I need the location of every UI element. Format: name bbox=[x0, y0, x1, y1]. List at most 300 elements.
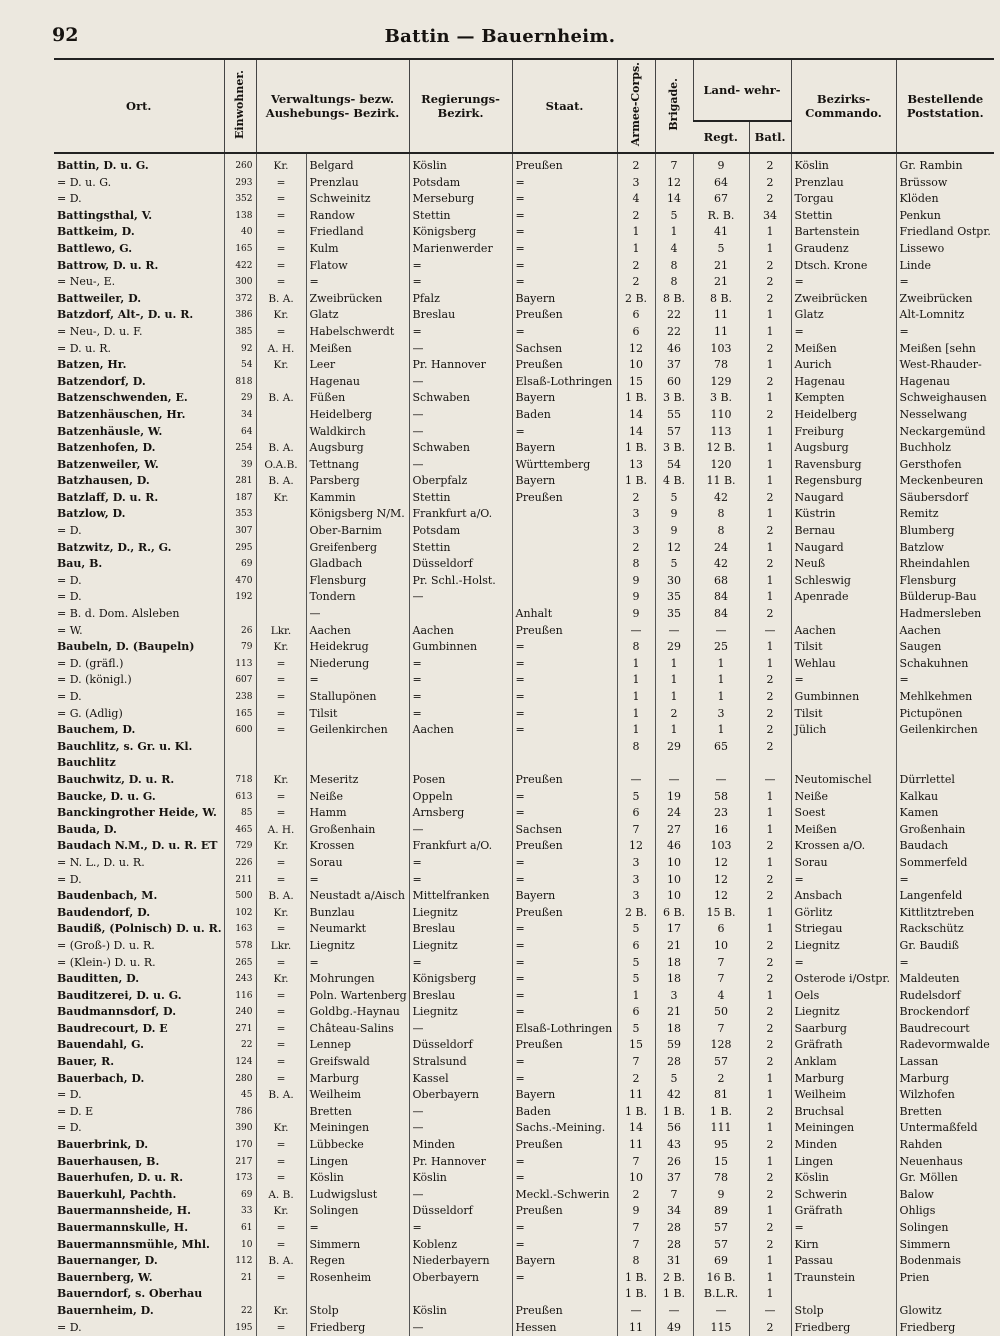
cell-regierungsbezirk: = bbox=[409, 1220, 512, 1237]
cell-poststation: Dürrlettel bbox=[896, 772, 994, 789]
cell-staat: Sachsen bbox=[512, 822, 617, 839]
cell-einwohner: 165 bbox=[224, 241, 256, 258]
table-row bbox=[54, 1120, 994, 1137]
cell-bezirkscommando: Görlitz bbox=[791, 905, 896, 922]
cell-regierungsbezirk: Stettin bbox=[409, 208, 512, 225]
cell-verwaltungsbezirk: Simmern bbox=[306, 1237, 409, 1254]
cell-ort: Bauerkuhl, Pachth. bbox=[57, 1187, 177, 1201]
cell-armee-corps: 6 bbox=[617, 307, 655, 324]
cell-regierungsbezirk: = bbox=[409, 274, 512, 291]
cell-einwohner: 138 bbox=[224, 208, 256, 225]
table-row bbox=[54, 1220, 994, 1237]
cell-brigade: 14 bbox=[655, 191, 693, 208]
cell-bezirkscommando: Sorau bbox=[791, 855, 896, 872]
cell-bezirkscommando bbox=[791, 755, 896, 772]
cell-einwohner: 61 bbox=[224, 1220, 256, 1237]
cell-armee-corps: 2 B. bbox=[617, 291, 655, 308]
cell-regt: 103 bbox=[693, 341, 749, 358]
cell-poststation: = bbox=[896, 324, 994, 341]
cell-bezirksart bbox=[256, 407, 306, 424]
cell-batl: 1 bbox=[749, 457, 791, 474]
cell-batl: 1 bbox=[749, 424, 791, 441]
cell-bezirksart: = bbox=[256, 1270, 306, 1287]
cell-bezirksart: = bbox=[256, 656, 306, 673]
cell-verwaltungsbezirk: Lübbecke bbox=[306, 1137, 409, 1154]
cell-verwaltungsbezirk: Lingen bbox=[306, 1154, 409, 1171]
cell-armee-corps: 3 bbox=[617, 175, 655, 192]
cell-brigade: 4 bbox=[655, 241, 693, 258]
cell-einwohner: 465 bbox=[224, 822, 256, 839]
cell-armee-corps: 3 bbox=[617, 855, 655, 872]
cell-regt: 8 bbox=[693, 523, 749, 540]
cell-verwaltungsbezirk: Schweinitz bbox=[306, 191, 409, 208]
cell-bezirkscommando: Liegnitz bbox=[791, 938, 896, 955]
cell-staat: = bbox=[512, 971, 617, 988]
col-batl: Batl. bbox=[749, 121, 791, 153]
cell-poststation: Lassan bbox=[896, 1054, 994, 1071]
cell-regierungsbezirk: Frankfurt a/O. bbox=[409, 506, 512, 523]
cell-bezirksart: = bbox=[256, 1220, 306, 1237]
cell-einwohner: 69 bbox=[224, 556, 256, 573]
cell-ort: Batzenweiler, W. bbox=[57, 457, 159, 471]
cell-einwohner: 187 bbox=[224, 490, 256, 507]
cell-batl: 2 bbox=[749, 556, 791, 573]
cell-regt: 89 bbox=[693, 1203, 749, 1220]
cell-bezirkscommando: Schleswig bbox=[791, 573, 896, 590]
cell-poststation: Rheindahlen bbox=[896, 556, 994, 573]
cell-brigade: 46 bbox=[655, 838, 693, 855]
cell-staat bbox=[512, 755, 617, 772]
table-row bbox=[54, 689, 994, 706]
cell-einwohner: 22 bbox=[224, 1037, 256, 1054]
cell-regierungsbezirk: Breslau bbox=[409, 988, 512, 1005]
cell-staat: = bbox=[512, 955, 617, 972]
cell-regierungsbezirk bbox=[409, 1286, 512, 1303]
cell-brigade: 30 bbox=[655, 573, 693, 590]
cell-armee-corps: 1 bbox=[617, 672, 655, 689]
cell-regt: 115 bbox=[693, 1320, 749, 1336]
cell-regierungsbezirk: = bbox=[409, 855, 512, 872]
table-row bbox=[54, 872, 994, 889]
cell-bezirksart: Kr. bbox=[256, 490, 306, 507]
cell-ort: Bauendahl, G. bbox=[57, 1038, 144, 1052]
cell-verwaltungsbezirk: Sorau bbox=[306, 855, 409, 872]
cell-bezirkscommando: Passau bbox=[791, 1253, 896, 1270]
cell-batl: 1 bbox=[749, 1270, 791, 1287]
table-row bbox=[54, 424, 994, 441]
cell-einwohner: 112 bbox=[224, 1253, 256, 1270]
cell-verwaltungsbezirk: Heidekrug bbox=[306, 639, 409, 656]
cell-bezirkscommando: Wehlau bbox=[791, 656, 896, 673]
cell-bezirkscommando: Bartenstein bbox=[791, 224, 896, 241]
cell-brigade: 22 bbox=[655, 324, 693, 341]
cell-bezirkscommando: Lingen bbox=[791, 1154, 896, 1171]
cell-armee-corps: 11 bbox=[617, 1320, 655, 1336]
cell-verwaltungsbezirk bbox=[306, 755, 409, 772]
cell-bezirkscommando bbox=[791, 1286, 896, 1303]
table-row bbox=[54, 1054, 994, 1071]
cell-ort: = D. E bbox=[57, 1104, 94, 1118]
table-row bbox=[54, 606, 994, 623]
cell-einwohner: 69 bbox=[224, 1187, 256, 1204]
cell-poststation: Radevormwalde bbox=[896, 1037, 994, 1054]
cell-ort: Baudach N.M., D. u. R. ET bbox=[57, 839, 218, 853]
cell-brigade: 17 bbox=[655, 921, 693, 938]
cell-einwohner: 280 bbox=[224, 1071, 256, 1088]
cell-ort: Baubeln, D. (Baupeln) bbox=[57, 640, 195, 654]
cell-ort: = D. bbox=[57, 590, 82, 604]
cell-regt: 25 bbox=[693, 639, 749, 656]
cell-batl: 2 bbox=[749, 1137, 791, 1154]
cell-staat bbox=[512, 1286, 617, 1303]
cell-poststation: Meckenbeuren bbox=[896, 473, 994, 490]
cell-batl: 2 bbox=[749, 374, 791, 391]
cell-einwohner: 170 bbox=[224, 1137, 256, 1154]
cell-regt: 16 B. bbox=[693, 1270, 749, 1287]
cell-brigade: 56 bbox=[655, 1120, 693, 1137]
cell-batl: 2 bbox=[749, 722, 791, 739]
cell-regt: 64 bbox=[693, 175, 749, 192]
cell-armee-corps: 1 B. bbox=[617, 440, 655, 457]
cell-ort: Batzenschwenden, E. bbox=[57, 391, 188, 405]
cell-poststation: Baudach bbox=[896, 838, 994, 855]
cell-batl: 1 bbox=[749, 905, 791, 922]
cell-regierungsbezirk: Stralsund bbox=[409, 1054, 512, 1071]
cell-staat: Bayern bbox=[512, 1253, 617, 1270]
cell-verwaltungsbezirk: Tettnang bbox=[306, 457, 409, 474]
cell-regierungsbezirk: Oppeln bbox=[409, 789, 512, 806]
cell-batl: 2 bbox=[749, 1170, 791, 1187]
cell-staat: Preußen bbox=[512, 357, 617, 374]
cell-poststation: Blumberg bbox=[896, 523, 994, 540]
cell-staat: = bbox=[512, 424, 617, 441]
cell-regt: 78 bbox=[693, 1170, 749, 1187]
cell-poststation: Rackschütz bbox=[896, 921, 994, 938]
cell-armee-corps: 8 bbox=[617, 556, 655, 573]
cell-einwohner: 385 bbox=[224, 324, 256, 341]
table-row bbox=[54, 1253, 994, 1270]
cell-armee-corps: 2 bbox=[617, 1071, 655, 1088]
cell-staat: = bbox=[512, 1270, 617, 1287]
cell-armee-corps: 1 bbox=[617, 722, 655, 739]
cell-staat: = bbox=[512, 1237, 617, 1254]
cell-staat bbox=[512, 540, 617, 557]
cell-armee-corps: 1 bbox=[617, 689, 655, 706]
cell-batl: 1 bbox=[749, 440, 791, 457]
cell-bezirksart bbox=[256, 589, 306, 606]
cell-bezirksart: A. B. bbox=[256, 1187, 306, 1204]
cell-regierungsbezirk: Oberpfalz bbox=[409, 473, 512, 490]
cell-regierungsbezirk: Schwaben bbox=[409, 390, 512, 407]
cell-regt: 11 bbox=[693, 324, 749, 341]
cell-armee-corps: 8 bbox=[617, 639, 655, 656]
cell-brigade: 35 bbox=[655, 589, 693, 606]
cell-brigade: 4 B. bbox=[655, 473, 693, 490]
cell-regierungsbezirk: Köslin bbox=[409, 153, 512, 175]
cell-verwaltungsbezirk: Neustadt a/Aisch bbox=[306, 888, 409, 905]
cell-staat: Preußen bbox=[512, 1303, 617, 1320]
cell-batl: 2 bbox=[749, 672, 791, 689]
cell-brigade: 1 B. bbox=[655, 1104, 693, 1121]
cell-batl: 2 bbox=[749, 407, 791, 424]
cell-brigade: 3 bbox=[655, 988, 693, 1005]
cell-bezirksart: = bbox=[256, 258, 306, 275]
cell-regt: 21 bbox=[693, 258, 749, 275]
cell-brigade: 18 bbox=[655, 1021, 693, 1038]
cell-regt: 8 bbox=[693, 506, 749, 523]
cell-bezirkscommando: Prenzlau bbox=[791, 175, 896, 192]
cell-armee-corps: 7 bbox=[617, 822, 655, 839]
cell-bezirksart: = bbox=[256, 921, 306, 938]
gazetteer-body bbox=[54, 153, 994, 1336]
cell-poststation: = bbox=[896, 872, 994, 889]
cell-batl: 2 bbox=[749, 955, 791, 972]
cell-bezirkscommando: Dtsch. Krone bbox=[791, 258, 896, 275]
cell-poststation: Baudrecourt bbox=[896, 1021, 994, 1038]
table-row bbox=[54, 1286, 994, 1303]
cell-verwaltungsbezirk: Hamm bbox=[306, 805, 409, 822]
cell-einwohner: 254 bbox=[224, 440, 256, 457]
cell-ort: = D. u. G. bbox=[57, 175, 112, 189]
page-number: 92 bbox=[52, 24, 79, 46]
cell-batl: 2 bbox=[749, 341, 791, 358]
cell-brigade: 27 bbox=[655, 822, 693, 839]
cell-batl: 2 bbox=[749, 1220, 791, 1237]
cell-ort: = B. d. Dom. Alsleben bbox=[57, 607, 180, 621]
cell-bezirksart: = bbox=[256, 175, 306, 192]
cell-armee-corps: 10 bbox=[617, 1170, 655, 1187]
cell-einwohner: 34 bbox=[224, 407, 256, 424]
cell-ort: = (Klein-) D. u. R. bbox=[57, 955, 156, 969]
cell-armee-corps: 14 bbox=[617, 424, 655, 441]
cell-ort: = N. L., D. u. R. bbox=[57, 855, 145, 869]
cell-regierungsbezirk: Stettin bbox=[409, 490, 512, 507]
cell-poststation: Bretten bbox=[896, 1104, 994, 1121]
cell-armee-corps: 1 B. bbox=[617, 1104, 655, 1121]
cell-armee-corps: 6 bbox=[617, 324, 655, 341]
cell-bezirkscommando: Anklam bbox=[791, 1054, 896, 1071]
cell-einwohner: 85 bbox=[224, 805, 256, 822]
cell-regt: 7 bbox=[693, 1021, 749, 1038]
cell-verwaltungsbezirk: Füßen bbox=[306, 390, 409, 407]
cell-einwohner: 192 bbox=[224, 589, 256, 606]
cell-regt: — bbox=[693, 1303, 749, 1320]
cell-ort: Bauchem, D. bbox=[57, 723, 136, 737]
cell-poststation: Gr. Möllen bbox=[896, 1170, 994, 1187]
cell-batl: 1 bbox=[749, 1203, 791, 1220]
cell-bezirkscommando: Friedberg bbox=[791, 1320, 896, 1336]
cell-regierungsbezirk: Minden bbox=[409, 1137, 512, 1154]
cell-ort: Banckingrother Heide, W. bbox=[57, 806, 217, 820]
cell-bezirksart: = bbox=[256, 706, 306, 723]
cell-einwohner: 10 bbox=[224, 1237, 256, 1254]
table-row bbox=[54, 988, 994, 1005]
cell-ort: Battkeim, D. bbox=[57, 225, 135, 239]
cell-regt: 1 B. bbox=[693, 1104, 749, 1121]
cell-verwaltungsbezirk: = bbox=[306, 1220, 409, 1237]
cell-regt: 12 bbox=[693, 888, 749, 905]
cell-einwohner: 300 bbox=[224, 274, 256, 291]
cell-bezirksart: Lkr. bbox=[256, 938, 306, 955]
cell-bezirksart: = bbox=[256, 1021, 306, 1038]
table-row bbox=[54, 905, 994, 922]
cell-regierungsbezirk: Schwaben bbox=[409, 440, 512, 457]
cell-poststation: = bbox=[896, 955, 994, 972]
cell-ort: = (Groß-) D. u. R. bbox=[57, 938, 155, 952]
cell-staat bbox=[512, 523, 617, 540]
cell-batl: 1 bbox=[749, 324, 791, 341]
page-header bbox=[0, 0, 1000, 50]
cell-regt: 129 bbox=[693, 374, 749, 391]
cell-regierungsbezirk: — bbox=[409, 341, 512, 358]
cell-regierungsbezirk: — bbox=[409, 589, 512, 606]
cell-regt bbox=[693, 755, 749, 772]
cell-ort: Bauchwitz, D. u. R. bbox=[57, 772, 175, 786]
table-row bbox=[54, 208, 994, 225]
col-staat: Staat. bbox=[512, 59, 617, 153]
cell-bezirkscommando: Minden bbox=[791, 1137, 896, 1154]
cell-bezirkscommando: Gräfrath bbox=[791, 1203, 896, 1220]
cell-regt: 42 bbox=[693, 490, 749, 507]
cell-armee-corps: 8 bbox=[617, 1253, 655, 1270]
cell-einwohner: 33 bbox=[224, 1203, 256, 1220]
cell-verwaltungsbezirk: Prenzlau bbox=[306, 175, 409, 192]
table-row bbox=[54, 639, 994, 656]
cell-regierungsbezirk: = bbox=[409, 955, 512, 972]
cell-regierungsbezirk: Potsdam bbox=[409, 523, 512, 540]
cell-poststation bbox=[896, 739, 994, 756]
cell-staat: = bbox=[512, 706, 617, 723]
cell-staat: = bbox=[512, 639, 617, 656]
cell-poststation: Marburg bbox=[896, 1071, 994, 1088]
cell-armee-corps: 6 bbox=[617, 938, 655, 955]
cell-batl: 1 bbox=[749, 241, 791, 258]
cell-einwohner: 607 bbox=[224, 672, 256, 689]
cell-bezirkscommando: Neutomischel bbox=[791, 772, 896, 789]
cell-verwaltungsbezirk: Weilheim bbox=[306, 1087, 409, 1104]
cell-brigade: 7 bbox=[655, 1187, 693, 1204]
cell-verwaltungsbezirk: Ober-Barnim bbox=[306, 523, 409, 540]
cell-bezirksart bbox=[256, 1286, 306, 1303]
cell-batl: 1 bbox=[749, 921, 791, 938]
cell-bezirkscommando: = bbox=[791, 324, 896, 341]
cell-regt: 21 bbox=[693, 274, 749, 291]
cell-ort: Bau, B. bbox=[57, 557, 103, 571]
cell-bezirksart: = bbox=[256, 208, 306, 225]
cell-verwaltungsbezirk: Flensburg bbox=[306, 573, 409, 590]
cell-bezirkscommando: Soest bbox=[791, 805, 896, 822]
cell-poststation: Rudelsdorf bbox=[896, 988, 994, 1005]
col-ort: Ort. bbox=[54, 59, 224, 153]
cell-batl: 1 bbox=[749, 506, 791, 523]
cell-ort: Bauernberg, W. bbox=[57, 1270, 153, 1284]
cell-poststation: Maldeuten bbox=[896, 971, 994, 988]
cell-armee-corps: 9 bbox=[617, 589, 655, 606]
cell-batl: 1 bbox=[749, 540, 791, 557]
cell-staat: Anhalt bbox=[512, 606, 617, 623]
cell-poststation: Ohligs bbox=[896, 1203, 994, 1220]
cell-armee-corps: 12 bbox=[617, 838, 655, 855]
cell-verwaltungsbezirk: Flatow bbox=[306, 258, 409, 275]
cell-staat: Bayern bbox=[512, 1087, 617, 1104]
cell-regt: 7 bbox=[693, 955, 749, 972]
cell-einwohner: 293 bbox=[224, 175, 256, 192]
table-row bbox=[54, 672, 994, 689]
cell-brigade: 28 bbox=[655, 1054, 693, 1071]
cell-ort: Bauchlitz, s. Gr. u. Kl. bbox=[57, 739, 193, 753]
cell-brigade: 22 bbox=[655, 307, 693, 324]
cell-regierungsbezirk: — bbox=[409, 407, 512, 424]
cell-armee-corps: 9 bbox=[617, 1203, 655, 1220]
cell-ort: Baudenbach, M. bbox=[57, 889, 158, 903]
cell-ort: Battin, D. u. G. bbox=[57, 159, 149, 172]
cell-ort: Baucke, D. u. G. bbox=[57, 789, 156, 803]
cell-batl: 2 bbox=[749, 739, 791, 756]
table-row bbox=[54, 523, 994, 540]
cell-einwohner: 21 bbox=[224, 1270, 256, 1287]
cell-ort: Bauernanger, D. bbox=[57, 1254, 158, 1268]
table-row bbox=[54, 656, 994, 673]
cell-ort: Bauer, R. bbox=[57, 1055, 115, 1069]
cell-ort: = Neu-, D. u. F. bbox=[57, 324, 143, 338]
cell-staat: = bbox=[512, 175, 617, 192]
table-row bbox=[54, 1170, 994, 1187]
cell-staat: Bayern bbox=[512, 390, 617, 407]
cell-bezirkscommando: Augsburg bbox=[791, 440, 896, 457]
cell-ort: Batzwitz, D., R., G. bbox=[57, 540, 172, 554]
cell-bezirkscommando: Heidelberg bbox=[791, 407, 896, 424]
table-row bbox=[54, 822, 994, 839]
table-row bbox=[54, 888, 994, 905]
cell-batl: 34 bbox=[749, 208, 791, 225]
cell-bezirksart: Lkr. bbox=[256, 623, 306, 640]
cell-bezirkscommando: = bbox=[791, 1220, 896, 1237]
cell-staat: = bbox=[512, 258, 617, 275]
cell-staat: = bbox=[512, 324, 617, 341]
cell-staat: = bbox=[512, 1220, 617, 1237]
cell-regierungsbezirk: Aachen bbox=[409, 623, 512, 640]
cell-regt: 1 bbox=[693, 656, 749, 673]
cell-einwohner: 238 bbox=[224, 689, 256, 706]
cell-bezirkscommando: Regensburg bbox=[791, 473, 896, 490]
cell-einwohner bbox=[224, 755, 256, 772]
cell-einwohner: 165 bbox=[224, 706, 256, 723]
cell-batl: 1 bbox=[749, 639, 791, 656]
cell-poststation: Rahden bbox=[896, 1137, 994, 1154]
table-row bbox=[54, 175, 994, 192]
cell-verwaltungsbezirk: Parsberg bbox=[306, 473, 409, 490]
cell-verwaltungsbezirk: Tilsit bbox=[306, 706, 409, 723]
cell-staat: = bbox=[512, 872, 617, 889]
cell-armee-corps: 6 bbox=[617, 1004, 655, 1021]
cell-verwaltungsbezirk: Neiße bbox=[306, 789, 409, 806]
cell-regierungsbezirk: Köslin bbox=[409, 1170, 512, 1187]
table-row bbox=[54, 224, 994, 241]
cell-batl: 2 bbox=[749, 606, 791, 623]
cell-regierungsbezirk: — bbox=[409, 1187, 512, 1204]
cell-staat: = bbox=[512, 241, 617, 258]
cell-staat: Sachsen bbox=[512, 341, 617, 358]
table-row bbox=[54, 1037, 994, 1054]
cell-brigade: 10 bbox=[655, 888, 693, 905]
cell-einwohner: 281 bbox=[224, 473, 256, 490]
cell-brigade: 5 bbox=[655, 208, 693, 225]
cell-regierungsbezirk: Stettin bbox=[409, 540, 512, 557]
cell-staat: Württemberg bbox=[512, 457, 617, 474]
cell-einwohner: 271 bbox=[224, 1021, 256, 1038]
cell-staat: Bayern bbox=[512, 440, 617, 457]
cell-batl: — bbox=[749, 772, 791, 789]
